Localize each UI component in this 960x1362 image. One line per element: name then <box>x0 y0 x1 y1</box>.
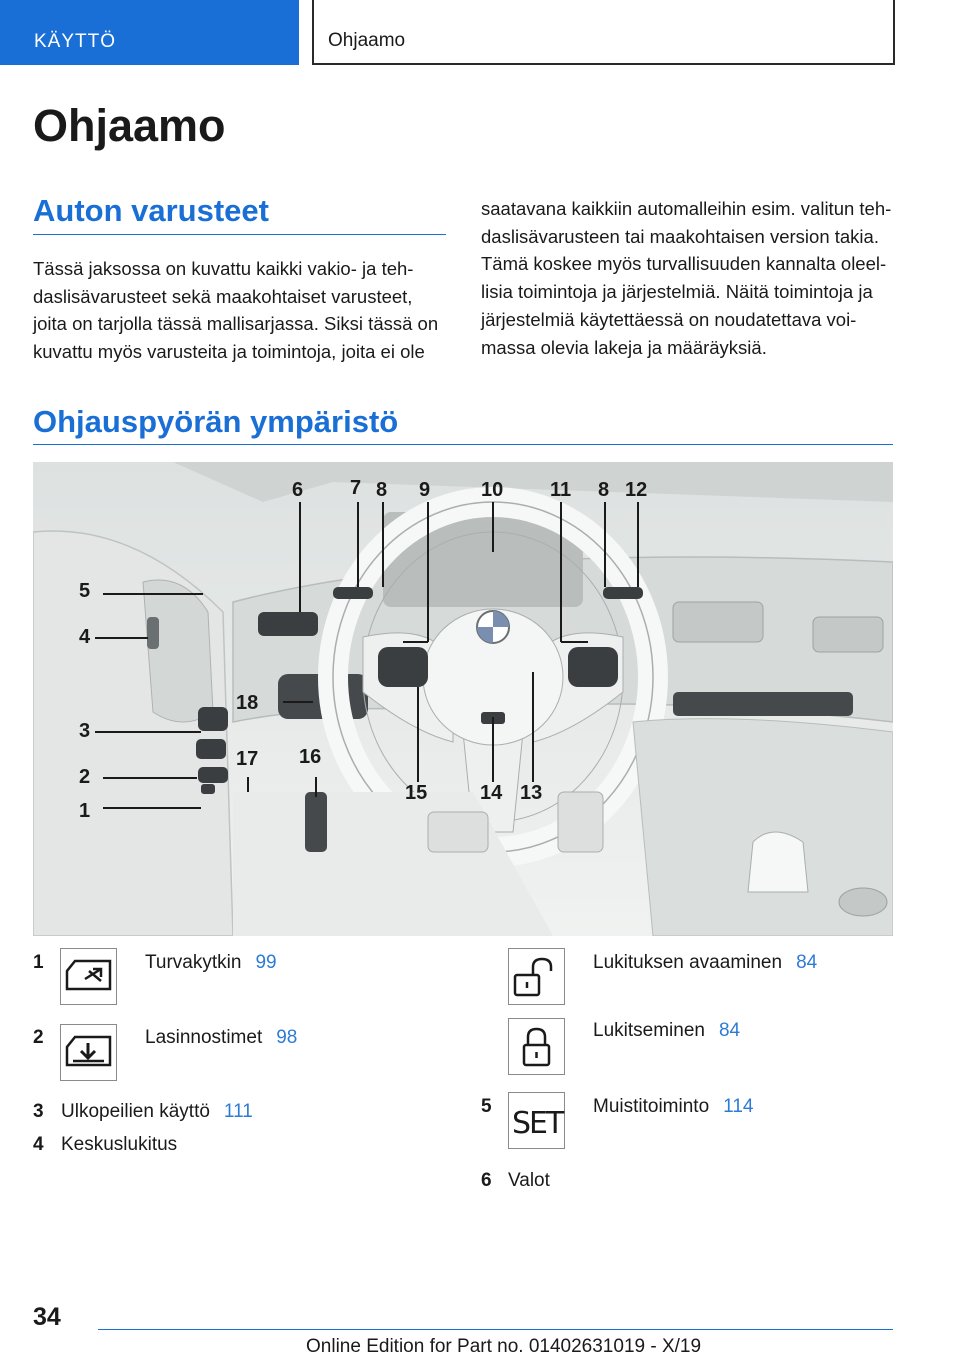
text-line: järjestelmiä käytettäessä on noudatettava voi‐ <box>481 308 857 330</box>
callout-8-left: 8 <box>376 479 388 501</box>
window-defrost-icon <box>60 1024 117 1081</box>
legend-num-1: 1 <box>33 952 44 973</box>
legend-num-3: 3 <box>33 1101 44 1122</box>
text-line: Tämä koskee myös turvallisuuden kannalta oleel‐ <box>481 253 887 275</box>
cockpit-drawing <box>33 462 893 936</box>
legend-label: Lasinnostimet <box>145 1027 263 1048</box>
text-line: saatavana kaikkiin automalleihin esim. valitun teh‐ <box>481 198 892 219</box>
footer-rule <box>98 1329 893 1330</box>
legend-item-2 <box>145 1027 297 1049</box>
legend-label: Valot <box>508 1170 550 1191</box>
callout-12: 12 <box>625 479 648 501</box>
callout-17: 17 <box>236 748 259 770</box>
legend-item-4 <box>61 1134 177 1156</box>
callout-14: 14 <box>480 782 503 804</box>
section-heading-equipment: Auton varusteet <box>33 193 269 228</box>
text-line: Tässä jaksossa on kuvattu kaikki vakio- ja teh‐ <box>33 258 414 279</box>
set-icon-label: SET <box>512 1106 563 1141</box>
section-heading-steering-area: Ohjauspyörän ympäristö <box>33 404 399 439</box>
legend-label: Muistitoiminto <box>593 1096 710 1117</box>
text-line: kuvattu myös varusteita ja toimintoja, joita ei ole <box>33 341 425 363</box>
page-tab-label: Ohjaamo <box>328 30 406 51</box>
legend-label: Turvakytkin <box>145 952 242 973</box>
set-memory-icon <box>508 1092 565 1149</box>
callout-10: 10 <box>481 479 504 501</box>
callout-18: 18 <box>236 692 259 714</box>
page-reference-link[interactable]: 84 <box>718 1020 741 1041</box>
callout-3: 3 <box>79 720 91 742</box>
page-reference-link[interactable]: 84 <box>796 952 818 973</box>
callout-16: 16 <box>299 746 322 768</box>
legend-label: Keskuslukitus <box>61 1134 178 1155</box>
callout-6: 6 <box>292 479 304 501</box>
intro-text-left <box>33 255 453 366</box>
page-reference-link[interactable]: 98 <box>276 1027 298 1048</box>
callout-5: 5 <box>79 580 91 602</box>
callout-4: 4 <box>79 626 91 648</box>
section-tab-label: KÄYTTÖ <box>34 31 117 52</box>
legend-item-5 <box>593 1096 753 1118</box>
legend-num-4: 4 <box>33 1134 44 1155</box>
legend-num-2: 2 <box>33 1027 44 1048</box>
legend-item-6 <box>508 1170 550 1192</box>
page-title: Ohjaamo <box>33 100 226 151</box>
legend-item-unlock <box>593 952 817 974</box>
legend-item-3 <box>61 1101 253 1123</box>
callout-7: 7 <box>350 477 362 499</box>
intro-text-right <box>481 195 901 361</box>
callout-9: 9 <box>419 479 431 501</box>
page-number: 34 <box>33 1303 61 1331</box>
text-line: daslisävarusteen tai maakohtaisen version takia. <box>481 225 879 247</box>
page-reference-link[interactable]: 111 <box>223 1101 253 1122</box>
section-tab[interactable] <box>0 0 299 65</box>
edition-footer: Online Edition for Part no. 01402631019 - X/19 <box>306 1336 702 1357</box>
legend-item-1 <box>145 952 277 974</box>
seat-belt-icon <box>60 948 117 1005</box>
callout-8-right: 8 <box>598 479 610 501</box>
callout-2: 2 <box>79 766 91 788</box>
callout-13: 13 <box>520 782 543 804</box>
legend-label: Ulkopeilien käyttö <box>61 1101 210 1122</box>
text-line: joita on tarjolla tässä mallisarjassa. Siksi tässä on <box>33 313 439 335</box>
legend-num-5: 5 <box>481 1096 492 1117</box>
page-reference-link[interactable]: 114 <box>723 1096 754 1117</box>
callout-1: 1 <box>79 800 91 822</box>
text-line: massa olevia lakeja ja määräyksiä. <box>481 336 767 358</box>
text-line: daslisävarusteet sekä maakohtaiset varusteet, <box>33 285 413 307</box>
legend-label: Lukitseminen <box>593 1020 705 1041</box>
cockpit-illustration <box>33 462 893 936</box>
text-line: lisia toimintoja ja järjestelmiä. Näitä toimintoja ja <box>481 281 873 303</box>
unlock-icon <box>508 948 565 1005</box>
section-heading-rule <box>33 234 446 235</box>
page-tab[interactable] <box>312 0 895 65</box>
legend-label: Lukituksen avaaminen <box>593 952 783 973</box>
page-reference-link[interactable]: 99 <box>255 952 277 973</box>
lock-icon <box>508 1018 565 1075</box>
legend-num-6: 6 <box>481 1170 492 1191</box>
legend-item-lock <box>593 1020 740 1042</box>
section-heading-rule <box>33 444 893 445</box>
callout-11: 11 <box>550 479 572 501</box>
callout-15: 15 <box>405 782 428 804</box>
